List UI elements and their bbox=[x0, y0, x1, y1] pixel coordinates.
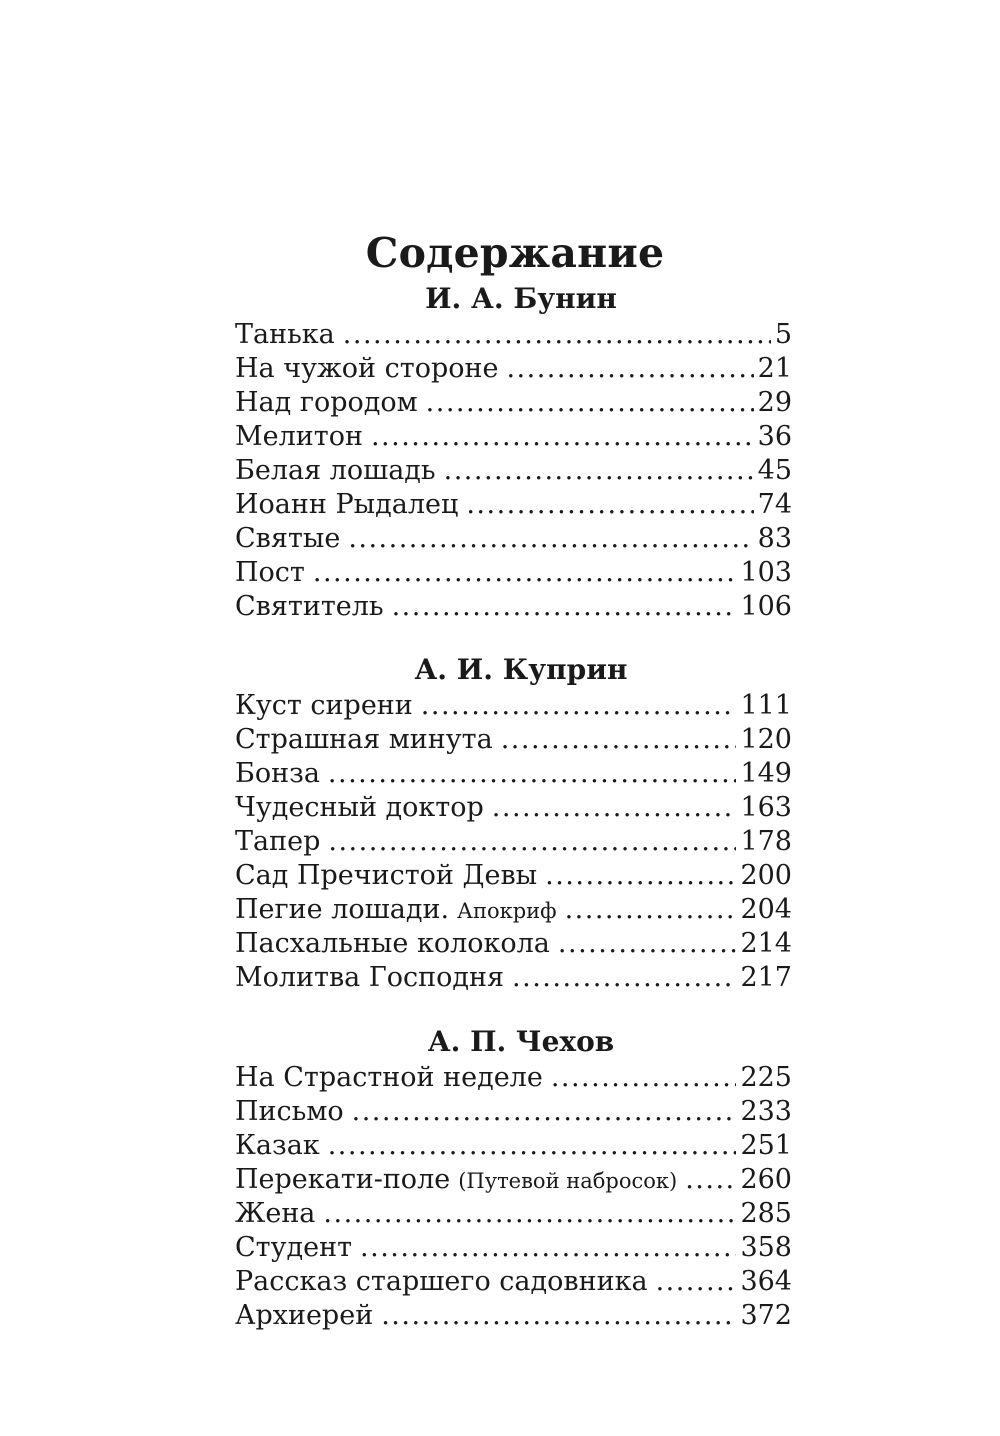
entry-page-number: 204 bbox=[740, 894, 792, 925]
entry-title-text: Святитель bbox=[235, 591, 384, 622]
entry-page-number: 111 bbox=[740, 690, 792, 721]
entry-title bbox=[235, 1095, 344, 1129]
entry-title bbox=[235, 791, 484, 825]
entry-title bbox=[235, 859, 537, 893]
toc-entry[interactable] bbox=[235, 1265, 792, 1299]
entry-title bbox=[235, 825, 320, 859]
toc-entry[interactable] bbox=[235, 689, 792, 723]
dot-leader bbox=[328, 1129, 737, 1163]
entry-page-number: 74 bbox=[757, 489, 792, 520]
entry-page-number: 233 bbox=[740, 1096, 792, 1127]
toc-entry[interactable] bbox=[235, 1231, 792, 1265]
entry-page-number: 214 bbox=[740, 928, 792, 959]
toc-entry[interactable] bbox=[235, 1095, 792, 1129]
entry-title-text: Пасхальные колокола bbox=[235, 928, 550, 959]
dot-leader bbox=[492, 791, 737, 825]
entry-title-text: Танька bbox=[235, 319, 335, 350]
entry-page-number: 120 bbox=[740, 724, 792, 755]
dot-leader bbox=[392, 590, 737, 624]
entry-title-text: Чудесный доктор bbox=[235, 792, 484, 823]
entry-page-number: 45 bbox=[757, 455, 792, 486]
dot-leader bbox=[545, 859, 736, 893]
toc-entry[interactable] bbox=[235, 927, 792, 961]
toc-entry[interactable] bbox=[235, 522, 792, 556]
dot-leader bbox=[558, 927, 737, 961]
toc-entry[interactable] bbox=[235, 893, 792, 927]
dot-leader bbox=[348, 522, 753, 556]
toc-entry[interactable] bbox=[235, 318, 792, 352]
entry-title-text: Над городом bbox=[235, 387, 418, 418]
dot-leader bbox=[323, 1197, 736, 1231]
entry-page-number: 29 bbox=[757, 387, 792, 418]
entry-title bbox=[235, 386, 418, 420]
entry-title bbox=[235, 454, 436, 488]
dot-leader bbox=[426, 386, 754, 420]
toc-entry[interactable] bbox=[235, 556, 792, 590]
dot-leader bbox=[421, 689, 737, 723]
entry-title bbox=[235, 318, 335, 352]
dot-leader bbox=[444, 454, 754, 488]
toc-entry[interactable] bbox=[235, 454, 792, 488]
entry-title-text: Письмо bbox=[235, 1096, 344, 1127]
entry-page-number: 106 bbox=[740, 591, 792, 622]
entry-title bbox=[235, 1265, 648, 1299]
entry-title-text: Рассказ старшего садовника bbox=[235, 1266, 648, 1297]
entry-title bbox=[235, 420, 363, 454]
entry-title bbox=[235, 689, 413, 723]
entry-title bbox=[235, 927, 550, 961]
toc-entry[interactable] bbox=[235, 961, 792, 995]
entry-title bbox=[235, 1061, 543, 1095]
dot-leader bbox=[313, 556, 737, 590]
entry-title bbox=[235, 1231, 352, 1265]
toc-list bbox=[235, 318, 792, 624]
entry-page-number: 200 bbox=[740, 860, 792, 891]
entry-title bbox=[235, 757, 320, 791]
entry-page-number: 103 bbox=[740, 557, 792, 588]
entry-title-text: Жена bbox=[235, 1198, 316, 1229]
entry-title bbox=[235, 1129, 320, 1163]
dot-leader bbox=[565, 893, 737, 927]
entry-title bbox=[235, 352, 498, 386]
entry-title-text: Молитва Господня bbox=[235, 962, 505, 993]
entry-title bbox=[235, 961, 504, 995]
entry-page-number: 372 bbox=[740, 1300, 792, 1331]
dot-leader bbox=[512, 961, 736, 995]
toc-entry[interactable] bbox=[235, 859, 792, 893]
entry-title-text: Мелитон bbox=[235, 421, 363, 452]
entry-title-text: Пост bbox=[235, 557, 305, 588]
entry-title-text: Белая лошадь bbox=[235, 455, 436, 486]
entry-subtitle: (Путевой набросок) bbox=[458, 1169, 678, 1193]
toc-entry[interactable] bbox=[235, 420, 792, 454]
entry-title-text: Студент bbox=[235, 1232, 353, 1263]
entry-page-number: 83 bbox=[757, 523, 792, 554]
entry-page-number: 163 bbox=[740, 792, 792, 823]
dot-leader bbox=[371, 420, 754, 454]
toc-list bbox=[235, 689, 792, 995]
entry-title bbox=[235, 556, 305, 590]
toc-entry[interactable] bbox=[235, 1129, 792, 1163]
entry-title-text: Архиерей bbox=[235, 1300, 374, 1331]
toc-entry[interactable] bbox=[235, 352, 792, 386]
dot-leader bbox=[328, 825, 736, 859]
toc-entry[interactable] bbox=[235, 386, 792, 420]
page-title: Содержание bbox=[365, 229, 665, 278]
entry-title bbox=[235, 1299, 373, 1333]
entry-page-number: 21 bbox=[757, 353, 792, 384]
entry-title-text: Казак bbox=[235, 1130, 320, 1161]
toc-entry[interactable] bbox=[235, 1061, 792, 1095]
toc-entry[interactable] bbox=[235, 1163, 792, 1197]
toc-entry[interactable] bbox=[235, 825, 792, 859]
entry-title-text: Тапер bbox=[235, 826, 321, 857]
entry-page-number: 285 bbox=[740, 1198, 792, 1229]
section-chekhov bbox=[235, 1025, 792, 1333]
entry-title-text: Перекати-поле bbox=[235, 1164, 451, 1195]
dot-leader bbox=[352, 1095, 737, 1129]
entry-page-number: 36 bbox=[757, 421, 792, 452]
dot-leader bbox=[501, 723, 737, 757]
entry-title bbox=[235, 893, 557, 927]
entry-title-text: На Страстной неделе bbox=[235, 1062, 543, 1093]
dot-leader bbox=[466, 488, 753, 522]
toc-entry[interactable] bbox=[235, 723, 792, 757]
entry-title-text: На чужой стороне bbox=[235, 353, 499, 384]
entry-title bbox=[235, 488, 458, 522]
entry-title-text: Святые bbox=[235, 523, 341, 554]
entry-page-number: 149 bbox=[740, 758, 792, 789]
section-bunin bbox=[235, 282, 792, 624]
author-heading: А. И. Куприн bbox=[414, 653, 628, 686]
entry-title bbox=[235, 590, 384, 624]
entry-page-number: 358 bbox=[740, 1232, 792, 1263]
entry-title bbox=[235, 522, 340, 556]
entry-page-number: 251 bbox=[740, 1130, 792, 1161]
entry-subtitle: Апокриф bbox=[457, 899, 557, 923]
entry-page-number: 178 bbox=[740, 826, 792, 857]
entry-title-text: Сад Пречистой Девы bbox=[235, 860, 538, 891]
author-heading: И. А. Бунин bbox=[425, 282, 617, 315]
dot-leader bbox=[328, 757, 737, 791]
toc-entry[interactable] bbox=[235, 1299, 792, 1333]
toc-entry[interactable] bbox=[235, 1197, 792, 1231]
entry-title bbox=[235, 723, 493, 757]
entry-title-text: Куст сирени bbox=[235, 690, 413, 721]
dot-leader bbox=[685, 1163, 736, 1197]
toc-list bbox=[235, 1061, 792, 1333]
entry-page-number: 260 bbox=[740, 1164, 792, 1195]
toc-entry[interactable] bbox=[235, 488, 792, 522]
entry-title bbox=[235, 1197, 315, 1231]
toc-entry[interactable] bbox=[235, 590, 792, 624]
entry-title-text: Иоанн Рыдалец bbox=[235, 489, 459, 520]
toc-entry[interactable] bbox=[235, 791, 792, 825]
entry-page-number: 225 bbox=[740, 1062, 792, 1093]
entry-title-text: Страшная минута bbox=[235, 724, 493, 755]
section-kuprin bbox=[235, 653, 792, 995]
entry-page-number: 5 bbox=[774, 319, 792, 350]
dot-leader bbox=[506, 352, 753, 386]
entry-title-text: Бонза bbox=[235, 758, 320, 789]
author-heading: А. П. Чехов bbox=[427, 1025, 615, 1058]
dot-leader bbox=[656, 1265, 737, 1299]
entry-title-text: Пегие лошади. bbox=[235, 894, 450, 925]
entry-page-number: 217 bbox=[740, 962, 792, 993]
entry-page-number: 364 bbox=[740, 1266, 792, 1297]
dot-leader bbox=[551, 1061, 737, 1095]
entry-title bbox=[235, 1163, 677, 1197]
toc-entry[interactable] bbox=[235, 757, 792, 791]
dot-leader bbox=[360, 1231, 736, 1265]
dot-leader bbox=[343, 318, 771, 352]
dot-leader bbox=[381, 1299, 736, 1333]
